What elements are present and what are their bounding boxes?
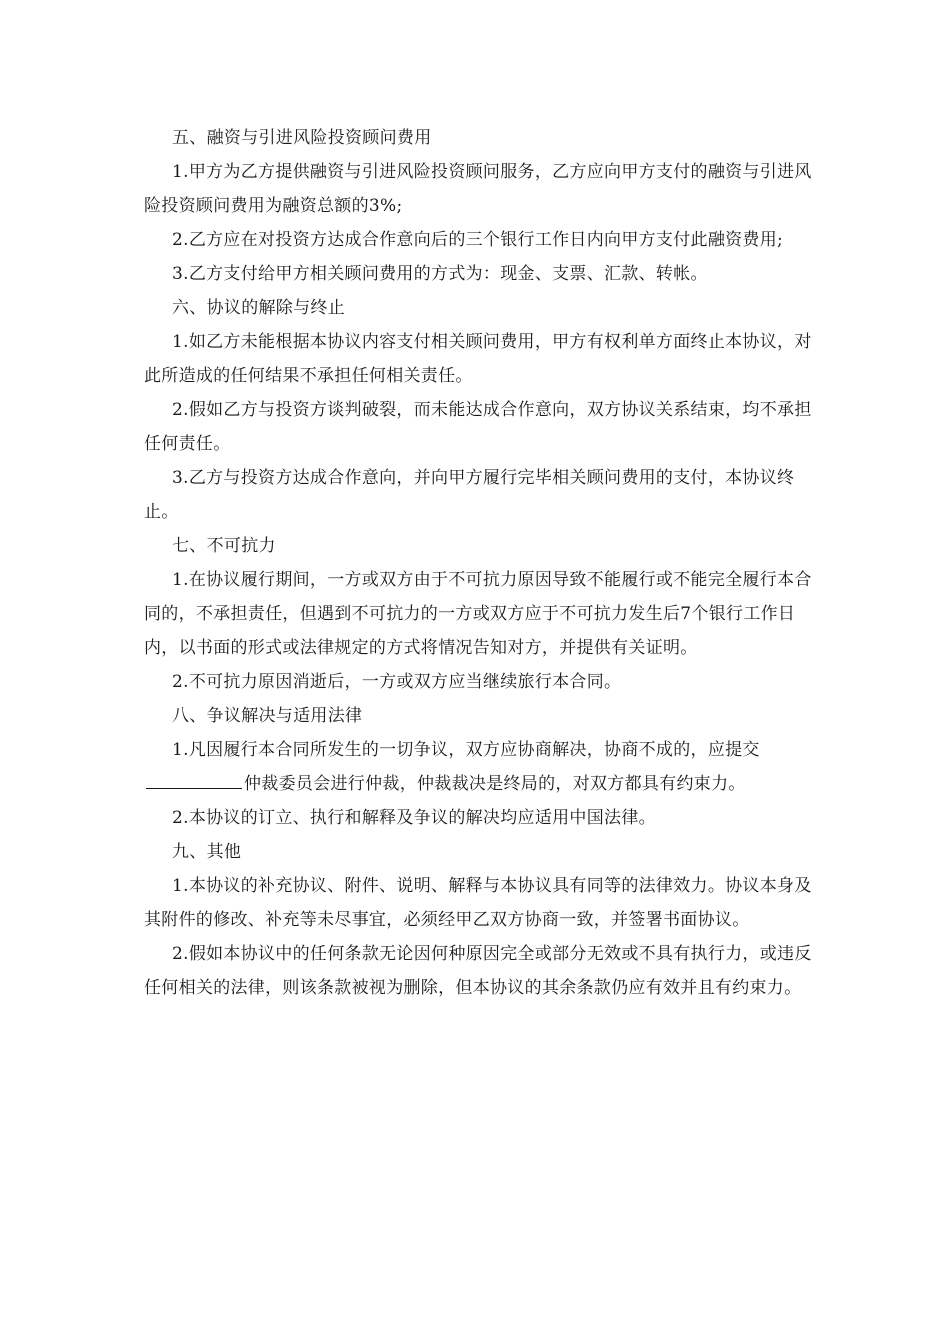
clause-8-1-before-blank: 1.凡因履行本合同所发生的一切争议，双方应协商解决，协商不成的，应提交 [172, 740, 760, 760]
clause-5-2: 2.乙方应在对投资方达成合作意向后的三个银行工作日内向甲方支付此融资费用; [172, 230, 784, 250]
arbitration-blank-line [146, 768, 242, 789]
clause-9-1: 1.本协议的补充协议、附件、说明、解释与本协议具有同等的法律效力。协议本身及其附件的修改、补充等未尽事宜，必须经甲乙双方协商一致，并签署书面协议。 [144, 876, 812, 930]
clause-6-3: 3.乙方与投资方达成合作意向，并向甲方履行完毕相关顾问费用的支付，本协议终止。 [144, 468, 795, 522]
section-heading-6: 六、协议的解除与终止 [172, 298, 345, 318]
clause-8-1-after-blank: 仲裁委员会进行仲裁，仲裁裁决是终局的，对双方都具有约束力。 [244, 774, 746, 794]
section-heading-5: 五、融资与引进风险投资顾问费用 [172, 128, 432, 148]
clause-8-1 [144, 733, 814, 801]
clause-6-2: 2.假如乙方与投资方谈判破裂，而未能达成合作意向，双方协议关系结束，均不承担任何责任。 [144, 400, 812, 454]
clause-9-2: 2.假如本协议中的任何条款无论因何种原因完全或部分无效或不具有执行力，或违反任何相关的法律，则该条款被视为删除，但本协议的其余条款仍应有效并且有约束力。 [144, 944, 812, 998]
section-heading-9: 九、其他 [172, 842, 242, 862]
clause-8-2: 2.本协议的订立、执行和解释及争议的解决均应适用中国法律。 [172, 808, 656, 828]
clause-6-1: 1.如乙方未能根据本协议内容支付相关顾问费用，甲方有权利单方面终止本协议，对此所造成的任何结果不承担任何相关责任。 [144, 332, 812, 386]
clause-7-1: 1.在协议履行期间，一方或双方由于不可抗力原因导致不能履行或不能完全履行本合同的，不承担责任，但遇到不可抗力的一方或双方应于不可抗力发生后7个银行工作日内，以书面的形式或法律规定的方式将情况告知对方，并提供有关证明。 [144, 570, 812, 658]
section-heading-8: 八、争议解决与适用法律 [172, 706, 363, 726]
clause-7-2: 2.不可抗力原因消逝后，一方或双方应当继续旅行本合同。 [172, 672, 622, 692]
clause-5-3: 3.乙方支付给甲方相关顾问费用的方式为：现金、支票、汇款、转帐。 [172, 264, 708, 284]
section-heading-7: 七、不可抗力 [172, 536, 276, 556]
document-body [144, 121, 814, 1005]
clause-5-1: 1.甲方为乙方提供融资与引进风险投资顾问服务，乙方应向甲方支付的融资与引进风险投资顾问费用为融资总额的3%; [144, 162, 812, 216]
